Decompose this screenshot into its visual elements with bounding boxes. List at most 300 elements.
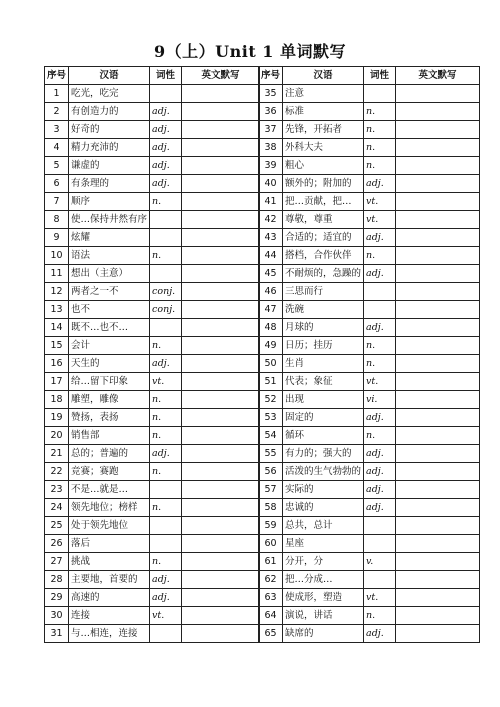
part-of-speech: adj. — [150, 139, 182, 157]
english-answer-blank[interactable] — [182, 265, 260, 283]
chinese-meaning: 粗心 — [283, 157, 364, 175]
table-row — [45, 571, 260, 589]
chinese-meaning: 有力的；强大的 — [283, 445, 364, 463]
row-number: 62 — [259, 571, 283, 589]
chinese-meaning: 连接 — [69, 607, 150, 625]
part-of-speech — [364, 283, 396, 301]
english-answer-blank[interactable] — [182, 409, 260, 427]
part-of-speech: vi. — [364, 391, 396, 409]
row-number: 60 — [259, 535, 283, 553]
row-number: 58 — [259, 499, 283, 517]
table-row — [259, 445, 480, 463]
english-answer-blank[interactable] — [182, 481, 260, 499]
english-answer-blank[interactable] — [182, 157, 260, 175]
chinese-meaning: 总的；普遍的 — [69, 445, 150, 463]
english-answer-blank[interactable] — [396, 211, 480, 229]
table-row — [259, 319, 480, 337]
table-row — [45, 85, 260, 103]
row-number: 26 — [45, 535, 69, 553]
table-row — [259, 517, 480, 535]
part-of-speech: adj. — [150, 589, 182, 607]
chinese-meaning: 使…保持井然有序 — [69, 211, 150, 229]
row-number: 53 — [259, 409, 283, 427]
row-number: 59 — [259, 517, 283, 535]
chinese-meaning: 注意 — [283, 85, 364, 103]
english-answer-blank[interactable] — [182, 121, 260, 139]
row-number: 18 — [45, 391, 69, 409]
chinese-meaning: 落后 — [69, 535, 150, 553]
table-row — [45, 175, 260, 193]
row-number: 2 — [45, 103, 69, 121]
row-number: 43 — [259, 229, 283, 247]
english-answer-blank[interactable] — [396, 571, 480, 589]
part-of-speech: adj. — [364, 481, 396, 499]
chinese-meaning: 标准 — [283, 103, 364, 121]
row-number: 39 — [259, 157, 283, 175]
part-of-speech — [364, 517, 396, 535]
row-number: 15 — [45, 337, 69, 355]
row-number: 8 — [45, 211, 69, 229]
table-row — [259, 193, 480, 211]
english-answer-blank[interactable] — [182, 445, 260, 463]
english-answer-blank[interactable] — [182, 373, 260, 391]
english-answer-blank[interactable] — [182, 355, 260, 373]
table-row — [259, 373, 480, 391]
table-row — [45, 121, 260, 139]
chinese-meaning: 循环 — [283, 427, 364, 445]
row-number: 37 — [259, 121, 283, 139]
row-number: 45 — [259, 265, 283, 283]
table-row — [259, 499, 480, 517]
english-answer-blank[interactable] — [396, 625, 480, 643]
part-of-speech — [150, 319, 182, 337]
table-row — [45, 157, 260, 175]
english-answer-blank[interactable] — [396, 553, 480, 571]
table-row — [259, 229, 480, 247]
page-title: 9（上）Unit 1 单词默写 — [154, 42, 346, 61]
table-row — [259, 409, 480, 427]
english-answer-blank[interactable] — [396, 373, 480, 391]
row-number: 10 — [45, 247, 69, 265]
english-answer-blank[interactable] — [182, 589, 260, 607]
row-number: 40 — [259, 175, 283, 193]
table-row — [45, 211, 260, 229]
chinese-meaning: 赞扬，表扬 — [69, 409, 150, 427]
table-row — [45, 319, 260, 337]
row-number: 56 — [259, 463, 283, 481]
chinese-meaning: 外科大夫 — [283, 139, 364, 157]
row-number: 47 — [259, 301, 283, 319]
table-row — [259, 553, 480, 571]
table-row — [45, 355, 260, 373]
part-of-speech: n. — [364, 103, 396, 121]
part-of-speech: n. — [150, 499, 182, 517]
table-row — [259, 211, 480, 229]
table-row — [45, 445, 260, 463]
part-of-speech: adj. — [364, 445, 396, 463]
chinese-meaning: 搭档，合作伙伴 — [283, 247, 364, 265]
english-answer-blank[interactable] — [182, 211, 260, 229]
chinese-meaning: 领先地位；榜样 — [69, 499, 150, 517]
part-of-speech: conj. — [150, 283, 182, 301]
row-number: 1 — [45, 85, 69, 103]
table-row — [45, 283, 260, 301]
english-answer-blank[interactable] — [396, 607, 480, 625]
chinese-meaning: 把…贡献，把… — [283, 193, 364, 211]
part-of-speech: adj. — [364, 175, 396, 193]
chinese-meaning: 与…相连，连接 — [69, 625, 150, 643]
table-row — [259, 463, 480, 481]
part-of-speech: adj. — [364, 409, 396, 427]
row-number: 30 — [45, 607, 69, 625]
chinese-meaning: 尊敬，尊重 — [283, 211, 364, 229]
part-of-speech: n. — [150, 427, 182, 445]
chinese-meaning: 生肖 — [283, 355, 364, 373]
row-number: 61 — [259, 553, 283, 571]
table-row — [259, 589, 480, 607]
table-row — [45, 499, 260, 517]
english-answer-blank[interactable] — [396, 355, 480, 373]
part-of-speech: adj. — [364, 265, 396, 283]
table-row — [45, 229, 260, 247]
table-row — [45, 373, 260, 391]
english-answer-blank[interactable] — [182, 625, 260, 643]
english-answer-blank[interactable] — [396, 193, 480, 211]
english-answer-blank[interactable] — [396, 139, 480, 157]
english-answer-blank[interactable] — [182, 607, 260, 625]
chinese-meaning: 谦虚的 — [69, 157, 150, 175]
english-answer-blank[interactable] — [182, 139, 260, 157]
english-answer-blank[interactable] — [396, 427, 480, 445]
english-answer-blank[interactable] — [396, 175, 480, 193]
english-answer-blank[interactable] — [396, 319, 480, 337]
header-pos: 词性 — [364, 67, 396, 85]
row-number: 55 — [259, 445, 283, 463]
row-number: 5 — [45, 157, 69, 175]
row-number: 12 — [45, 283, 69, 301]
chinese-meaning: 竞赛；赛跑 — [69, 463, 150, 481]
english-answer-blank[interactable] — [396, 445, 480, 463]
english-answer-blank[interactable] — [396, 517, 480, 535]
english-answer-blank[interactable] — [182, 571, 260, 589]
english-answer-blank[interactable] — [182, 247, 260, 265]
part-of-speech: n. — [364, 427, 396, 445]
part-of-speech: vt. — [364, 211, 396, 229]
part-of-speech: adj. — [150, 175, 182, 193]
row-number: 23 — [45, 481, 69, 499]
english-answer-blank[interactable] — [182, 337, 260, 355]
table-row — [259, 481, 480, 499]
part-of-speech: vt. — [364, 589, 396, 607]
chinese-meaning: 处于领先地位 — [69, 517, 150, 535]
part-of-speech — [150, 229, 182, 247]
row-number: 50 — [259, 355, 283, 373]
table-row — [259, 571, 480, 589]
row-number: 52 — [259, 391, 283, 409]
chinese-meaning: 想出（主意） — [69, 265, 150, 283]
chinese-meaning: 有创造力的 — [69, 103, 150, 121]
english-answer-blank[interactable] — [182, 427, 260, 445]
english-answer-blank[interactable] — [182, 517, 260, 535]
table-row — [45, 139, 260, 157]
chinese-meaning: 把…分成… — [283, 571, 364, 589]
part-of-speech: adj. — [150, 157, 182, 175]
chinese-meaning: 好奇的 — [69, 121, 150, 139]
english-answer-blank[interactable] — [396, 337, 480, 355]
table-row — [45, 103, 260, 121]
chinese-meaning: 主要地，首要的 — [69, 571, 150, 589]
english-answer-blank[interactable] — [396, 535, 480, 553]
english-answer-blank[interactable] — [182, 463, 260, 481]
part-of-speech — [364, 85, 396, 103]
part-of-speech — [150, 517, 182, 535]
table-row — [45, 535, 260, 553]
row-number: 54 — [259, 427, 283, 445]
chinese-meaning: 也不 — [69, 301, 150, 319]
row-number: 41 — [259, 193, 283, 211]
english-answer-blank[interactable] — [396, 265, 480, 283]
header-num: 序号 — [45, 67, 69, 85]
header-english-dictation: 英文默写 — [182, 67, 260, 85]
chinese-meaning: 分开，分 — [283, 553, 364, 571]
part-of-speech: n. — [150, 337, 182, 355]
chinese-meaning: 星座 — [283, 535, 364, 553]
english-answer-blank[interactable] — [396, 589, 480, 607]
table-header-row — [259, 67, 480, 85]
english-answer-blank[interactable] — [182, 553, 260, 571]
row-number: 35 — [259, 85, 283, 103]
table-row — [259, 337, 480, 355]
part-of-speech: vt. — [150, 607, 182, 625]
part-of-speech: vt. — [150, 373, 182, 391]
table-row — [259, 301, 480, 319]
table-row — [259, 103, 480, 121]
part-of-speech — [150, 211, 182, 229]
chinese-meaning: 使成形，塑造 — [283, 589, 364, 607]
part-of-speech: n. — [364, 607, 396, 625]
chinese-meaning: 语法 — [69, 247, 150, 265]
row-number: 27 — [45, 553, 69, 571]
table-row — [45, 247, 260, 265]
table-row — [45, 481, 260, 499]
table-row — [45, 337, 260, 355]
row-number: 36 — [259, 103, 283, 121]
english-answer-blank[interactable] — [396, 103, 480, 121]
row-number: 9 — [45, 229, 69, 247]
table-row — [259, 283, 480, 301]
part-of-speech: n. — [150, 193, 182, 211]
header-chinese: 汉语 — [283, 67, 364, 85]
row-number: 19 — [45, 409, 69, 427]
part-of-speech: n. — [364, 355, 396, 373]
part-of-speech: n. — [364, 337, 396, 355]
table-row — [45, 625, 260, 643]
row-number: 17 — [45, 373, 69, 391]
part-of-speech — [364, 535, 396, 553]
part-of-speech: n. — [150, 553, 182, 571]
english-answer-blank[interactable] — [396, 409, 480, 427]
english-answer-blank[interactable] — [396, 481, 480, 499]
table-row — [45, 463, 260, 481]
part-of-speech — [150, 535, 182, 553]
english-answer-blank[interactable] — [182, 319, 260, 337]
header-chinese: 汉语 — [69, 67, 150, 85]
part-of-speech: v. — [364, 553, 396, 571]
table-row — [45, 265, 260, 283]
part-of-speech: adj. — [150, 103, 182, 121]
part-of-speech — [150, 265, 182, 283]
chinese-meaning: 固定的 — [283, 409, 364, 427]
chinese-meaning: 总共，总计 — [283, 517, 364, 535]
row-number: 64 — [259, 607, 283, 625]
english-answer-blank[interactable] — [396, 391, 480, 409]
table-row — [259, 607, 480, 625]
part-of-speech: n. — [150, 247, 182, 265]
chinese-meaning: 洗碗 — [283, 301, 364, 319]
row-number: 7 — [45, 193, 69, 211]
chinese-meaning: 实际的 — [283, 481, 364, 499]
english-answer-blank[interactable] — [182, 175, 260, 193]
table-row — [259, 139, 480, 157]
english-answer-blank[interactable] — [182, 499, 260, 517]
table-row — [259, 157, 480, 175]
english-answer-blank[interactable] — [182, 391, 260, 409]
row-number: 46 — [259, 283, 283, 301]
part-of-speech: n. — [364, 121, 396, 139]
part-of-speech: n. — [364, 247, 396, 265]
table-row — [259, 85, 480, 103]
chinese-meaning: 雕塑，雕像 — [69, 391, 150, 409]
chinese-meaning: 代表；象征 — [283, 373, 364, 391]
english-answer-blank[interactable] — [396, 499, 480, 517]
part-of-speech: n. — [150, 409, 182, 427]
part-of-speech: conj. — [150, 301, 182, 319]
row-number: 31 — [45, 625, 69, 643]
part-of-speech: adj. — [364, 319, 396, 337]
row-number: 21 — [45, 445, 69, 463]
english-answer-blank[interactable] — [396, 121, 480, 139]
chinese-meaning: 演说，讲话 — [283, 607, 364, 625]
english-answer-blank[interactable] — [396, 157, 480, 175]
table-row — [45, 409, 260, 427]
chinese-meaning: 顺序 — [69, 193, 150, 211]
english-answer-blank[interactable] — [396, 283, 480, 301]
table-header-row — [45, 67, 260, 85]
row-number: 16 — [45, 355, 69, 373]
part-of-speech: adj. — [150, 571, 182, 589]
english-answer-blank[interactable] — [182, 193, 260, 211]
part-of-speech: n. — [364, 139, 396, 157]
chinese-meaning: 给…留下印象 — [69, 373, 150, 391]
header-english-dictation: 英文默写 — [396, 67, 480, 85]
part-of-speech: n. — [364, 157, 396, 175]
part-of-speech — [364, 571, 396, 589]
chinese-meaning: 三思而行 — [283, 283, 364, 301]
chinese-meaning: 会计 — [69, 337, 150, 355]
table-row — [45, 517, 260, 535]
row-number: 11 — [45, 265, 69, 283]
part-of-speech: adj. — [364, 463, 396, 481]
row-number: 63 — [259, 589, 283, 607]
row-number: 51 — [259, 373, 283, 391]
row-number: 49 — [259, 337, 283, 355]
row-number: 25 — [45, 517, 69, 535]
english-answer-blank[interactable] — [396, 301, 480, 319]
header-pos: 词性 — [150, 67, 182, 85]
chinese-meaning: 吃光，吃完 — [69, 85, 150, 103]
chinese-meaning: 天生的 — [69, 355, 150, 373]
row-number: 3 — [45, 121, 69, 139]
table-row — [259, 427, 480, 445]
row-number: 20 — [45, 427, 69, 445]
chinese-meaning: 两者之一不 — [69, 283, 150, 301]
part-of-speech — [150, 625, 182, 643]
chinese-meaning: 不是…就是… — [69, 481, 150, 499]
chinese-meaning: 额外的；附加的 — [283, 175, 364, 193]
chinese-meaning: 月球的 — [283, 319, 364, 337]
english-answer-blank[interactable] — [182, 103, 260, 121]
part-of-speech — [150, 85, 182, 103]
row-number: 38 — [259, 139, 283, 157]
chinese-meaning: 先锋，开拓者 — [283, 121, 364, 139]
table-row — [259, 265, 480, 283]
chinese-meaning: 合适的；适宜的 — [283, 229, 364, 247]
row-number: 44 — [259, 247, 283, 265]
row-number: 28 — [45, 571, 69, 589]
row-number: 14 — [45, 319, 69, 337]
english-answer-blank[interactable] — [182, 229, 260, 247]
vocab-table-left — [44, 66, 260, 643]
chinese-meaning: 精力充沛的 — [69, 139, 150, 157]
part-of-speech: vt. — [364, 193, 396, 211]
chinese-meaning: 炫耀 — [69, 229, 150, 247]
table-row — [45, 391, 260, 409]
english-answer-blank[interactable] — [182, 535, 260, 553]
vocab-table-right — [258, 66, 480, 643]
english-answer-blank[interactable] — [182, 301, 260, 319]
table-row — [45, 193, 260, 211]
chinese-meaning: 销售部 — [69, 427, 150, 445]
english-answer-blank[interactable] — [396, 229, 480, 247]
table-row — [259, 355, 480, 373]
row-number: 29 — [45, 589, 69, 607]
part-of-speech: vt. — [364, 373, 396, 391]
chinese-meaning: 出现 — [283, 391, 364, 409]
row-number: 42 — [259, 211, 283, 229]
table-row — [45, 427, 260, 445]
row-number: 57 — [259, 481, 283, 499]
part-of-speech: n. — [150, 463, 182, 481]
chinese-meaning: 缺席的 — [283, 625, 364, 643]
table-row — [45, 301, 260, 319]
english-answer-blank[interactable] — [396, 463, 480, 481]
row-number: 65 — [259, 625, 283, 643]
chinese-meaning: 有条理的 — [69, 175, 150, 193]
row-number: 24 — [45, 499, 69, 517]
row-number: 4 — [45, 139, 69, 157]
english-answer-blank[interactable] — [182, 283, 260, 301]
english-answer-blank[interactable] — [182, 85, 260, 103]
part-of-speech — [150, 481, 182, 499]
part-of-speech: adj. — [364, 625, 396, 643]
part-of-speech: adj. — [150, 121, 182, 139]
chinese-meaning: 挑战 — [69, 553, 150, 571]
chinese-meaning: 忠诚的 — [283, 499, 364, 517]
table-row — [45, 607, 260, 625]
english-answer-blank[interactable] — [396, 247, 480, 265]
table-row — [259, 175, 480, 193]
english-answer-blank[interactable] — [396, 85, 480, 103]
